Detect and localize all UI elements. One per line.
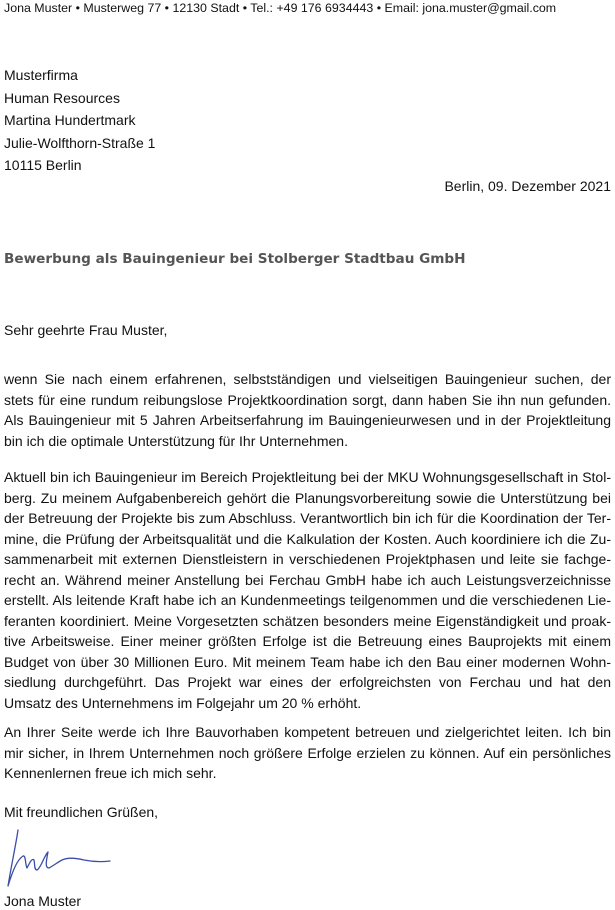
recipient-company: Musterfirma	[4, 67, 78, 83]
body-paragraph-experience: Aktuell bin ich Bauingenieur im Bereich Projektleitung bei der MKU Wohnungsgesellschaft in Stolberg. Zu meinem Aufgabenbereich gehört die Planungsvorbereitung sowie die Unterstützung bei der Betreuung der Projekte bis zum Abschluss. Verantwortlich bin ich für die Koordination der Termine, die Prüfung der Arbeitsqualität und die Kalkulation der Kosten. Auch koordiniere ich die Zusammenarbeit mit externen Dienstleistern in verschiedenen Projektphasen und leite sie fachgerecht an. Während meiner Anstellung bei Ferchau GmbH habe ich auch Leistungsverzeichnisse erstellt. Als leitende Kraft habe ich an Kundenmeetings teilgenommen und die verschiedenen Lieferanten koordiniert. Meine Vorgesetzten schätzen besonders meine Eigenständigkeit und proaktive Arbeitsweise. Einer meiner größten Erfolge ist die Betreuung eines Bauprojekts mit einem Budget von über 30 Millionen Euro. Mit meinem Team habe ich den Bau einer modernen Wohnsiedlung durchgeführt. Das Projekt war eines der erfolgreichsten von Ferchau und hat den Umsatz des Unternehmens im Folgejahr um 20 % erhöht.	[4, 469, 611, 711]
sender-contact-line: Jona Muster • Musterweg 77 • 12130 Stadt • Tel.: +49 176 6934443 • Email: jona.muster@gmail.com	[4, 1, 557, 15]
salutation: Sehr geehrte Frau Muster,	[4, 322, 168, 338]
signer-name: Jona Muster	[4, 893, 82, 909]
recipient-address-block	[4, 64, 304, 177]
recipient-department: Human Resources	[4, 89, 120, 106]
recipient-street: Julie-Wolfthorn-Straße 1	[4, 134, 156, 151]
handwritten-signature	[4, 822, 114, 890]
closing-phrase: Mit freundlichen Grüßen,	[4, 804, 159, 820]
body-paragraph-closing: An Ihrer Seite werde ich Ihre Bauvorhaben kompetent betreuen und zielgerichtet leiten. Ich bin mir sicher, in Ihrem Unternehmen noch größere Erfolge erzielen zu können. Auf ein persönliches Kennenlernen freue ich mich sehr.	[4, 724, 611, 781]
recipient-person: Martina Hundertmark	[4, 112, 136, 129]
letter-date: Berlin, 09. Dezember 2021	[444, 178, 611, 194]
body-paragraph-intro: wenn Sie nach einem erfahrenen, selbstständigen und vielseitigen Bauingenieur suchen, der stets für eine rundum reibungslose Projektkoordination sorgt, dann haben Sie ihn nun gefunden. Als Bauingenieur mit 5 Jahren Arbeitserfahrung im Bauingenieurwesen und in der Projektleitung bin ich die optimale Unterstützung für Ihr Unternehmen.	[4, 371, 611, 449]
recipient-city: 10115 Berlin	[4, 157, 82, 174]
letter-subject: Bewerbung als Bauingenieur bei Stolberger Stadtbau GmbH	[4, 251, 466, 267]
